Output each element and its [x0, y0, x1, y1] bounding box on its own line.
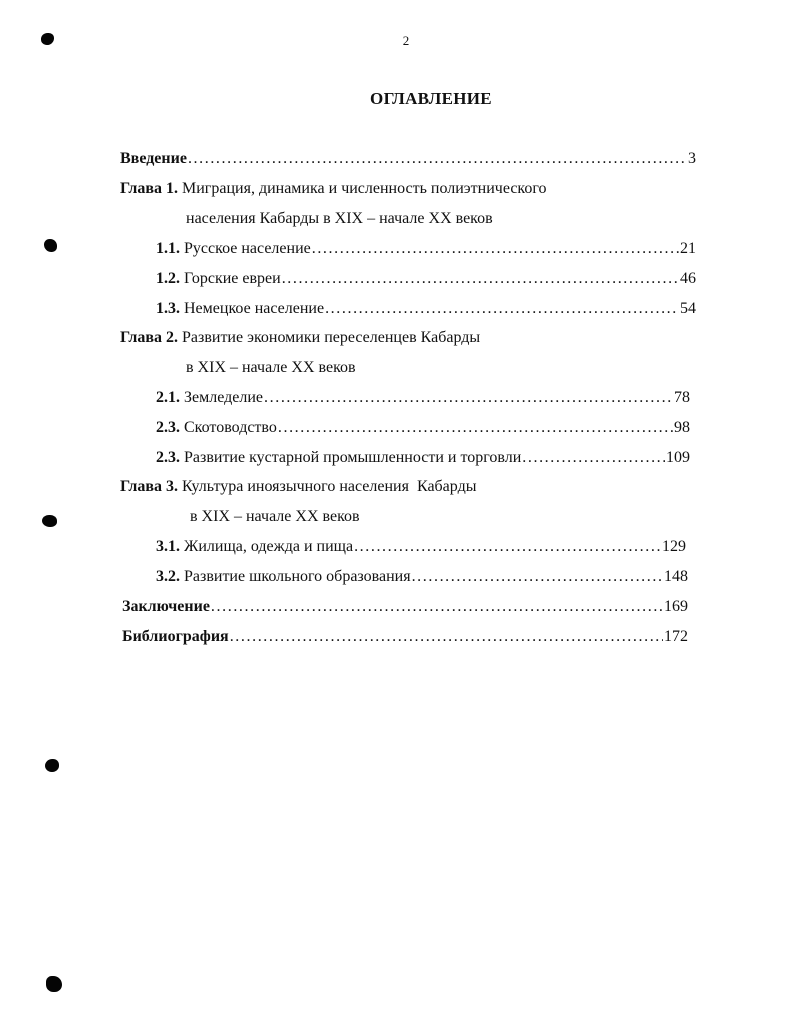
section-number: 3.2.: [156, 568, 180, 585]
section-number: 2.3.: [156, 419, 180, 436]
section-page: 78: [674, 389, 690, 406]
page-number: 2: [402, 33, 410, 48]
page-title: ОГЛАВЛЕНИЕ: [370, 89, 492, 108]
section-title: Скотоводство: [184, 419, 277, 436]
section-page: 46: [680, 270, 696, 287]
section-number: 1.2.: [156, 270, 180, 287]
section-title: Горские евреи: [184, 270, 281, 287]
chapter-title-continued: в XIX – начале XX веков: [186, 359, 356, 376]
chapter-number: Глава 1.: [120, 180, 178, 197]
chapter-title: Миграция, динамика и численность полиэтнического: [182, 180, 547, 197]
section-number: 2.1.: [156, 389, 180, 406]
chapter-title-continued: населения Кабарды в XIX – начале XX веков: [186, 210, 493, 227]
section-page: 98: [674, 419, 690, 436]
toc-section-1-3[interactable]: [156, 298, 696, 320]
section-page: 148: [664, 568, 688, 585]
dot-leader: [354, 536, 661, 558]
toc-entry-page: 3: [688, 150, 696, 167]
section-page: 109: [666, 449, 690, 466]
toc-section-2-3b[interactable]: [156, 447, 690, 469]
toc-section-2-1[interactable]: [156, 387, 690, 409]
toc-entry-label: Заключение: [122, 598, 210, 615]
section-page: 54: [680, 300, 696, 317]
chapter-number: Глава 2.: [120, 329, 178, 346]
dot-leader: [282, 268, 679, 290]
section-title: Русское население: [184, 240, 311, 257]
dot-leader: [325, 298, 679, 320]
chapter-number: Глава 3.: [120, 478, 178, 495]
section-title: Жилища, одежда и пища: [184, 538, 354, 555]
section-title: Земледелие: [184, 389, 264, 406]
toc-section-1-1[interactable]: [156, 238, 696, 260]
dot-leader: [188, 148, 687, 170]
toc-entry-label: Введение: [120, 150, 187, 167]
toc-chapter-2-heading[interactable]: [120, 327, 480, 349]
dot-leader: [522, 447, 665, 469]
dot-leader: [312, 238, 679, 260]
dot-leader: [278, 417, 673, 439]
section-page: 21: [680, 240, 696, 257]
dot-leader: [230, 626, 663, 648]
section-number: 3.1.: [156, 538, 180, 555]
toc-section-2-3a[interactable]: [156, 417, 690, 439]
toc-section-3-2[interactable]: [156, 566, 688, 588]
dot-leader: [211, 596, 663, 618]
section-number: 1.3.: [156, 300, 180, 317]
toc-entry-introduction[interactable]: [120, 148, 696, 170]
toc-section-3-1[interactable]: [156, 536, 686, 558]
toc-chapter-2-heading-cont: [186, 357, 356, 379]
dot-leader: [264, 387, 673, 409]
chapter-title-continued: в XIX – начале XX веков: [190, 508, 360, 525]
toc-entry-label: Библиография: [122, 628, 229, 645]
toc-chapter-1-heading[interactable]: [120, 178, 547, 200]
toc-section-1-2[interactable]: [156, 268, 696, 290]
toc-chapter-1-heading-cont: [186, 208, 493, 230]
toc-entry-page: 172: [664, 628, 688, 645]
section-title: Немецкое население: [184, 300, 325, 317]
section-number: 2.3.: [156, 449, 180, 466]
section-page: 129: [662, 538, 686, 555]
toc-chapter-3-heading-cont: [190, 506, 360, 528]
toc-entry-conclusion[interactable]: [122, 596, 688, 618]
toc-chapter-3-heading[interactable]: [120, 476, 476, 498]
section-number: 1.1.: [156, 240, 180, 257]
section-title: Развитие школьного образования: [184, 568, 411, 585]
toc-entry-bibliography[interactable]: [122, 626, 688, 648]
dot-leader: [412, 566, 663, 588]
section-title: Развитие кустарной промышленности и торговли: [184, 449, 522, 466]
toc-entry-page: 169: [664, 598, 688, 615]
chapter-title: Развитие экономики переселенцев Кабарды: [182, 329, 481, 346]
chapter-title: Культура иноязычного населения Кабарды: [182, 478, 477, 495]
